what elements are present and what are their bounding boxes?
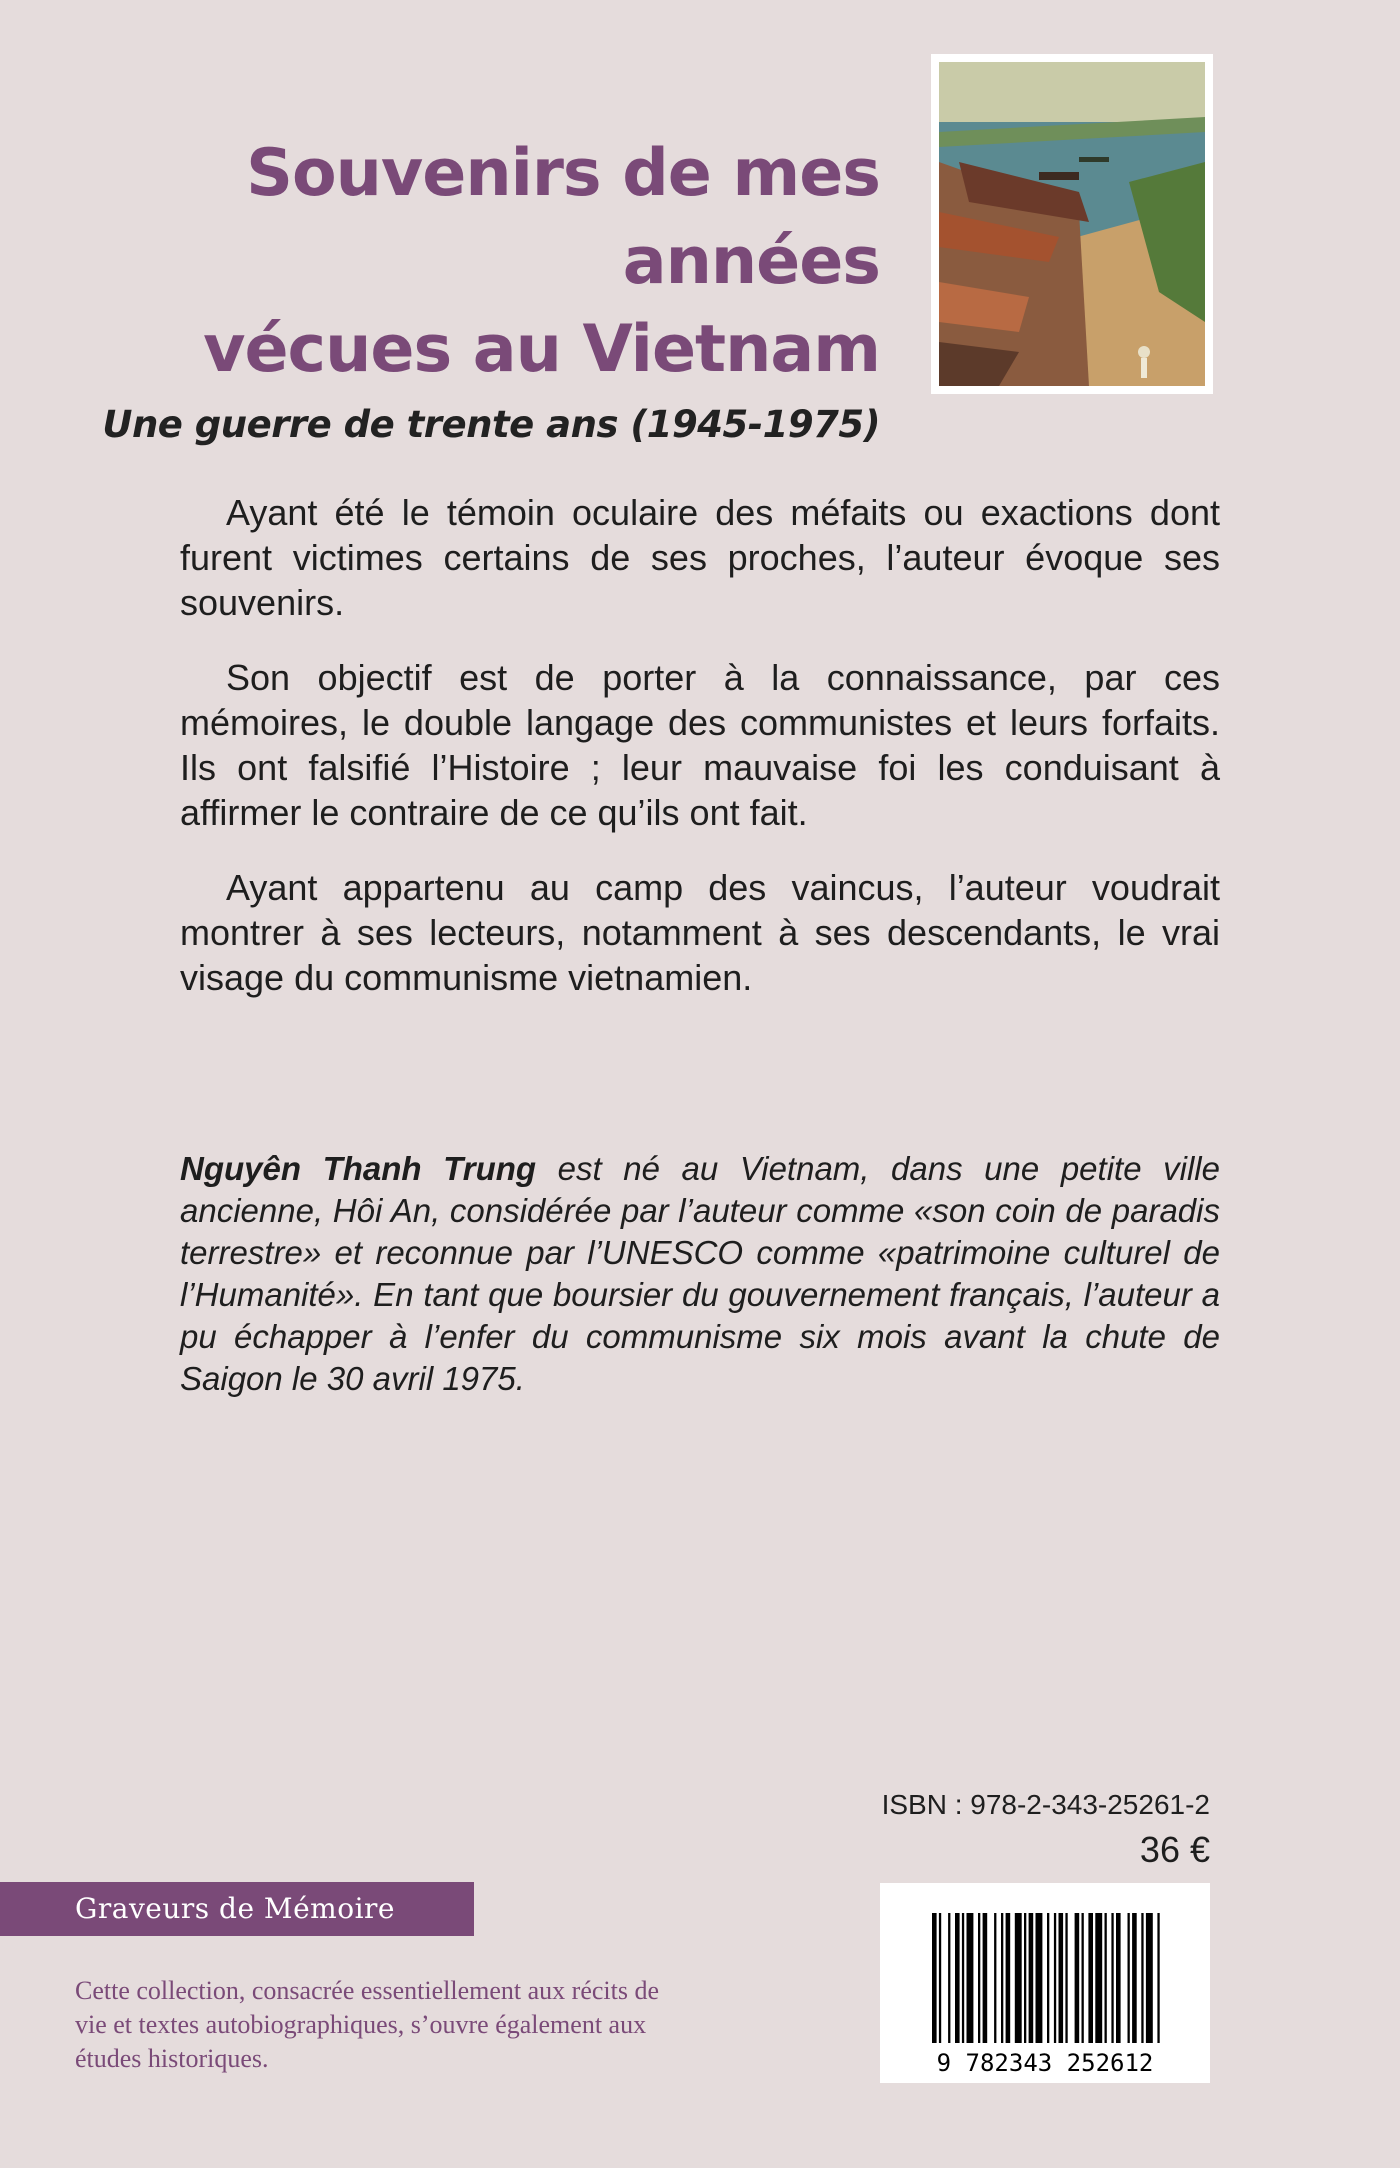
summary	[180, 490, 1220, 1030]
barcode-bars	[880, 1883, 1210, 2083]
barcode-digits: 9 782343 252612	[936, 2049, 1154, 2077]
barcode	[880, 1883, 1210, 2083]
barcode-bar	[1146, 1913, 1153, 2043]
collection-band	[0, 1882, 474, 1936]
barcode-bar	[948, 1913, 950, 2043]
book-subtitle: Une guerre de trente ans (1945-1975)	[102, 403, 880, 446]
barcode-bar	[994, 1913, 996, 2043]
collection-description: Cette collection, consacrée essentiellement aux récits de vie et textes autobiographiques, s’ouvre également aux études historiques.	[75, 1976, 660, 2073]
barcode-bar	[1128, 1913, 1130, 2043]
summary-paragraph: Ayant appartenu au camp des vaincus, l’auteur voudrait montrer à ses lecteurs, notamment à ses descendants, le vrai visage du communisme vietnamien.	[180, 867, 1220, 998]
author-bio	[180, 1148, 1220, 1400]
cover-photo	[931, 54, 1213, 394]
summary-paragraph: Ayant été le témoin oculaire des méfaits ou exactions dont furent victimes certains de ses proches, l’auteur évoque ses souvenirs.	[180, 492, 1220, 623]
book-title-line1: Souvenirs de mes années	[246, 136, 880, 299]
barcode-bar	[978, 1913, 980, 2043]
barcode-bar	[1088, 1913, 1093, 2043]
barcode-bar	[1015, 1913, 1022, 2043]
barcode-bar	[967, 1913, 974, 2043]
barcode-bar	[1001, 1913, 1003, 2043]
collection-name: Graveurs de Mémoire	[75, 1892, 395, 1925]
barcode-bar	[962, 1913, 964, 2043]
author-name: Nguyên Thanh Trung	[180, 1150, 537, 1187]
barcode-bar	[983, 1913, 988, 2043]
barcode-bar	[1075, 1913, 1080, 2043]
barcode-bar	[1054, 1913, 1056, 2043]
barcode-bar	[1006, 1913, 1011, 2043]
title-block	[80, 130, 880, 450]
barcode-bar	[1116, 1913, 1121, 2043]
barcode-bar	[1036, 1913, 1043, 2043]
barcode-bar	[1132, 1913, 1137, 2043]
author-bio-text: est né au Vietnam, dans une petite ville ancienne, Hôi An, considérée par l’auteur comme «son coin de paradis terrestre» et reconnue par l’UNESCO comme «patrimoine culturel de l’Humanité». En tant que boursier du gouvernement français, l’auteur a pu échapper à l’enfer du communisme six mois avant la chute de Saigon le 30 avril 1975.	[180, 1150, 1220, 1397]
summary-paragraph: Son objectif est de porter à la connaissance, par ces mémoires, le double langage des communistes et leurs forfaits. Ils ont falsifié l’Histoire ; leur mauvaise foi les conduisant à affirmer le contraire de ce qu’ils ont fait.	[180, 657, 1220, 833]
river-town-illustration	[939, 62, 1205, 386]
barcode-bar	[1105, 1913, 1107, 2043]
barcode-bar	[955, 1913, 960, 2043]
isbn: ISBN : 978-2-343-25261-2	[881, 1789, 1210, 1820]
barcode-bar	[1065, 1913, 1067, 2043]
barcode-bar	[932, 1913, 937, 2043]
book-title-line2: vécues au Vietnam	[203, 312, 880, 387]
barcode-bar	[1029, 1913, 1034, 2043]
barcode-bar	[1047, 1913, 1049, 2043]
barcode-bar	[1082, 1913, 1084, 2043]
barcode-bar	[1095, 1913, 1102, 2043]
barcode-bar	[1024, 1913, 1026, 2043]
barcode-bar	[1111, 1913, 1113, 2043]
price: 36 €	[1139, 1829, 1210, 1870]
barcode-bar	[1157, 1913, 1159, 2043]
barcode-bar	[939, 1913, 941, 2043]
barcode-bar	[1059, 1913, 1064, 2043]
barcode-bar	[1141, 1913, 1143, 2043]
